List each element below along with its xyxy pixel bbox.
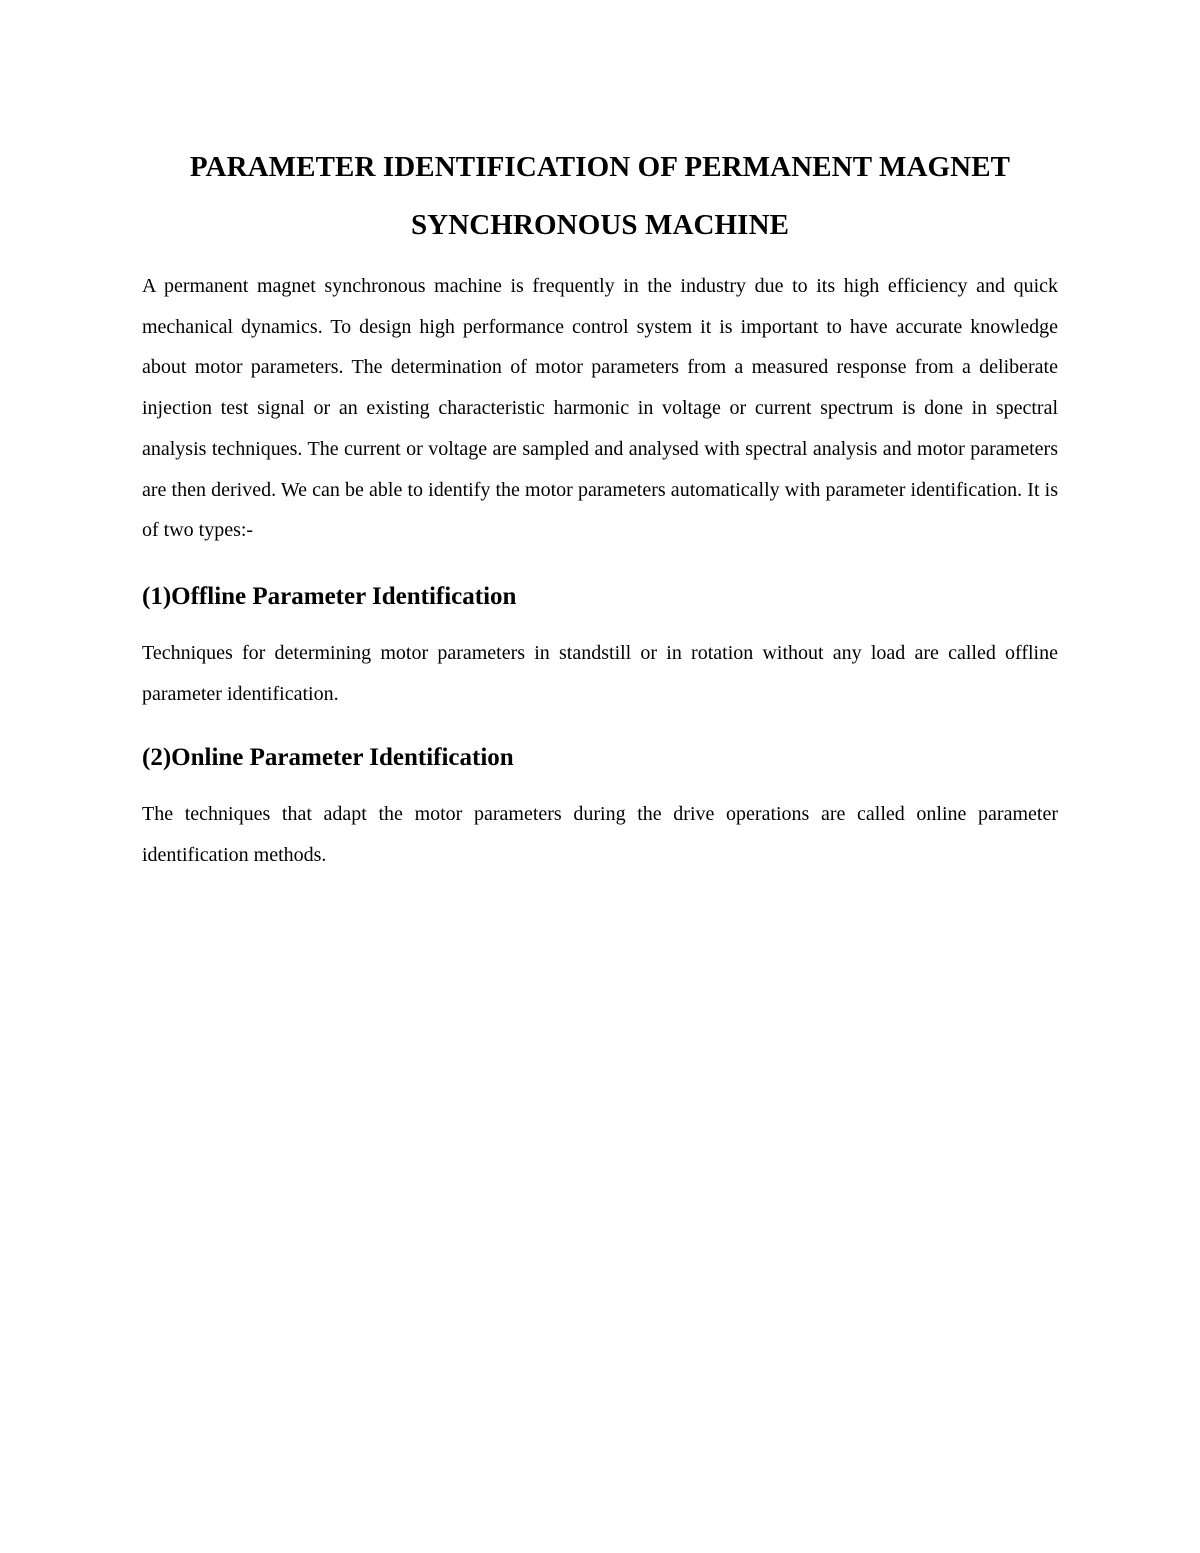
section-heading-offline: (1)Offline Parameter Identification	[142, 582, 517, 610]
document-body	[142, 138, 1058, 876]
document-title-line-2: SYNCHRONOUS MACHINE	[410, 209, 790, 241]
section-heading-online: (2)Online Parameter Identification	[142, 744, 514, 772]
section-body-offline: Techniques for determining motor parameters in standstill or in rotation without any load are called offline parameter identification.	[142, 641, 1058, 705]
document-title	[142, 138, 1058, 254]
section-body-online: The techniques that adapt the motor parameters during the drive operations are called online parameter identification methods.	[142, 803, 1058, 867]
intro-paragraph: A permanent magnet synchronous machine is frequently in the industry due to its high efficiency and quick mechanical dynamics. To design high performance control system it is important to have accurate knowledge about motor parameters. The determination of motor parameters from a measured response from a deliberate injection test signal or an existing characteristic harmonic in voltage or current spectrum is done in spectral analysis techniques. The current or voltage are sampled and analysed with spectral analysis and motor parameters are then derived. We can be able to identify the motor parameters automatically with parameter identification. It is of two types:-	[142, 275, 1058, 542]
document-title-line-1: PARAMETER IDENTIFICATION OF PERMANENT MAGNET	[189, 151, 1011, 183]
